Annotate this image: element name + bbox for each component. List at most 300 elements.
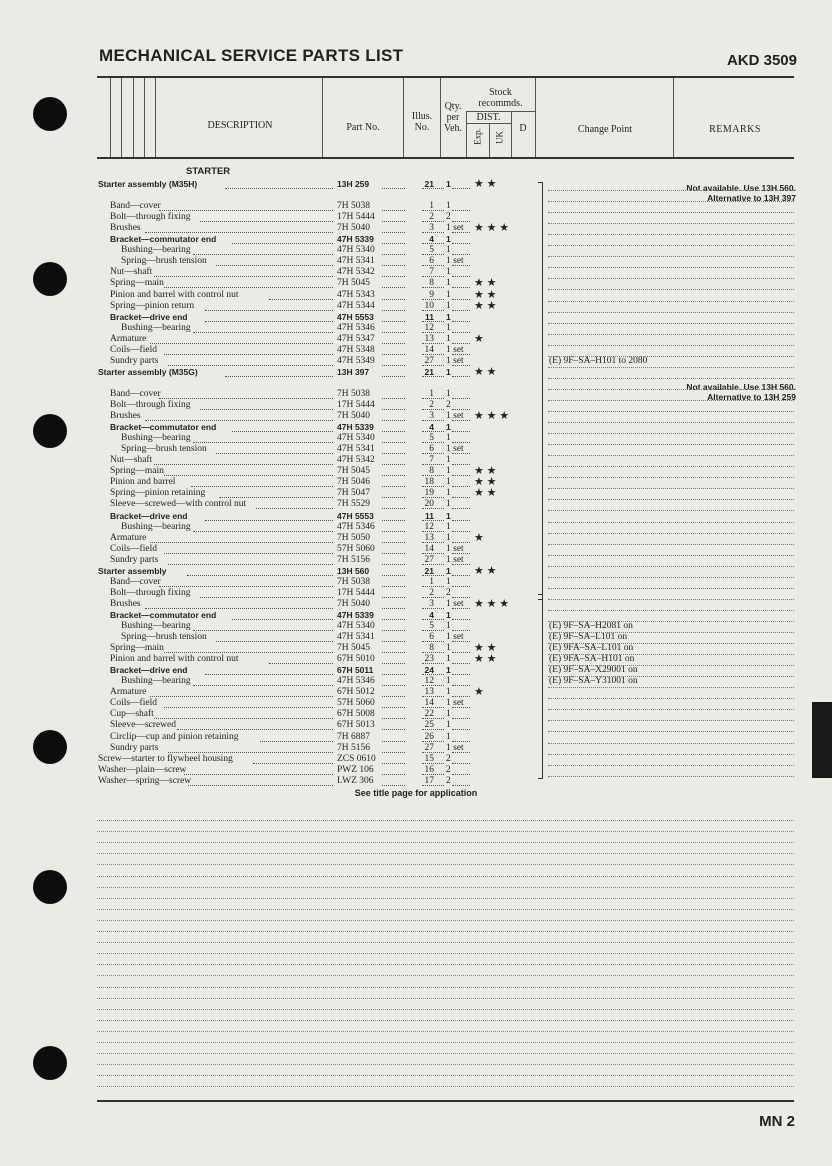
dot-leader <box>164 354 333 355</box>
part-number: 47H 5342 <box>337 455 375 466</box>
col-dist-header: DIST. <box>476 112 501 123</box>
quantity: 2 <box>446 212 451 223</box>
part-description: Armature <box>110 532 147 543</box>
dot-leader <box>159 210 333 211</box>
part-description: Nut—shaft <box>110 455 153 466</box>
col-divider <box>133 78 134 157</box>
quantity: 1 <box>446 521 451 532</box>
dot-leader <box>269 663 333 664</box>
ruled-line <box>97 898 794 899</box>
dot-leader <box>422 365 444 366</box>
part-description: Spring—main <box>110 643 164 654</box>
dot-leader <box>200 221 333 222</box>
illus-number: 12 <box>424 676 434 687</box>
stock-stars: ★ ★ ★ <box>474 597 510 610</box>
dot-leader <box>164 652 333 653</box>
part-description: Bushing—bearing <box>121 322 191 333</box>
illus-number: 1 <box>429 388 434 399</box>
part-description: Band—cover <box>110 201 161 212</box>
dot-leader <box>382 652 405 653</box>
ruled-line <box>548 411 794 412</box>
dot-leader <box>452 464 470 465</box>
illus-number: 8 <box>429 643 434 654</box>
part-number: 57H 5060 <box>337 543 375 554</box>
illus-number: 16 <box>424 764 434 775</box>
ruled-line <box>548 267 794 268</box>
illus-number: 27 <box>424 554 434 565</box>
binder-hole <box>33 97 67 131</box>
quantity: 1 set <box>446 742 464 753</box>
dot-leader <box>452 652 470 653</box>
dot-leader <box>422 718 444 719</box>
col-qty-header: Qty. per Veh. <box>443 101 463 134</box>
dot-leader <box>382 299 405 300</box>
part-number: ZCS 0610 <box>337 753 376 764</box>
illus-number: 3 <box>429 411 434 422</box>
dot-leader <box>382 685 405 686</box>
table-row <box>0 323 832 334</box>
ruled-line <box>548 400 794 401</box>
change-point: (E) 9FA–SA–L101 on <box>549 643 634 654</box>
dot-leader <box>452 641 470 642</box>
part-number: 47H 5347 <box>337 333 375 344</box>
quantity: 2 <box>446 775 451 786</box>
part-description: Pinion and barrel <box>110 477 176 488</box>
ruled-line <box>548 510 794 511</box>
part-number: 67H 5011 <box>337 665 374 676</box>
dot-leader <box>452 663 470 664</box>
ruled-line <box>548 212 794 213</box>
dot-leader <box>452 575 470 576</box>
stock-stars: ★ ★ <box>474 653 497 666</box>
dot-leader <box>422 475 444 476</box>
dot-leader <box>154 276 333 277</box>
ruled-line <box>548 433 794 434</box>
dot-leader <box>382 321 405 322</box>
dot-leader <box>200 597 333 598</box>
ruled-line <box>97 942 794 943</box>
part-description: Sundry parts <box>110 554 159 565</box>
part-number: 47H 5342 <box>337 267 375 278</box>
part-number: 47H 5341 <box>337 256 375 267</box>
dot-leader <box>150 542 333 543</box>
dot-leader <box>269 299 333 300</box>
part-number: 67H 5010 <box>337 654 375 665</box>
change-point: (E) 9FA–SA–H101 on <box>549 654 635 665</box>
part-description: Washer—plain—screw <box>98 764 187 775</box>
dot-leader <box>382 243 405 244</box>
stock-stars: ★ ★ ★ <box>474 410 510 423</box>
ruled-line <box>548 389 794 390</box>
header-top-rule <box>97 76 794 78</box>
table-row <box>0 566 832 577</box>
col-divider <box>110 78 111 157</box>
dot-leader <box>191 486 333 487</box>
dot-leader <box>382 254 405 255</box>
dot-leader <box>193 332 333 333</box>
dot-leader <box>382 464 405 465</box>
part-description: Band—cover <box>110 576 161 587</box>
part-number: PWZ 106 <box>337 764 374 775</box>
col-divider <box>144 78 145 157</box>
ruled-line <box>97 853 794 854</box>
illus-number: 1 <box>429 201 434 212</box>
dot-leader <box>422 586 444 587</box>
quantity: 1 <box>446 488 451 499</box>
ruled-line <box>548 665 794 666</box>
quantity: 1 <box>446 609 451 620</box>
dot-leader <box>145 232 333 233</box>
part-description: Coils—field <box>110 344 157 355</box>
part-number: 47H 5341 <box>337 444 375 455</box>
dot-leader <box>382 287 405 288</box>
ruled-line <box>548 234 794 235</box>
ruled-line <box>548 477 794 478</box>
illus-number: 25 <box>424 720 434 731</box>
stock-stars: ★ ★ <box>474 564 497 577</box>
part-description: Nut—shaft <box>110 267 153 278</box>
illus-number: 13 <box>424 687 434 698</box>
quantity: 1 <box>446 300 451 311</box>
table-row <box>0 544 832 555</box>
part-number: 7H 5529 <box>337 499 370 510</box>
table-row <box>0 334 832 345</box>
part-number: 47H 5339 <box>337 422 374 433</box>
quantity: 1 <box>446 576 451 587</box>
quantity: 1 <box>446 477 451 488</box>
dot-leader <box>205 520 333 521</box>
illus-number: 22 <box>424 709 434 720</box>
quantity: 1 <box>446 311 451 322</box>
dot-leader <box>382 265 405 266</box>
quantity: 1 <box>446 687 451 698</box>
dot-leader <box>422 707 444 708</box>
part-description: Bracket—drive end <box>110 665 188 676</box>
part-description: Spring—brush tension <box>121 444 207 455</box>
part-description: Spring—pinion return <box>110 300 195 311</box>
col-divider <box>489 124 490 157</box>
table-row <box>0 301 832 312</box>
illus-number: 6 <box>429 632 434 643</box>
dot-leader <box>382 785 405 786</box>
dot-leader <box>452 597 470 598</box>
dot-leader <box>193 531 333 532</box>
dot-leader <box>382 663 405 664</box>
part-number: 47H 5553 <box>337 510 374 521</box>
dot-leader <box>452 630 470 631</box>
dot-leader <box>382 453 405 454</box>
ruled-line <box>548 720 794 721</box>
ruled-line <box>548 698 794 699</box>
illus-number: 24 <box>424 665 434 676</box>
part-number: 7H 5038 <box>337 388 370 399</box>
table-row <box>0 411 832 422</box>
illus-number: 26 <box>424 731 434 742</box>
dot-leader <box>382 763 405 764</box>
dot-leader <box>382 188 405 189</box>
col-part-no-header: Part No. <box>346 122 380 133</box>
ruled-line <box>548 190 794 191</box>
part-number: 13H 560 <box>337 565 370 576</box>
dot-leader <box>382 718 405 719</box>
dot-leader <box>382 354 405 355</box>
dot-leader <box>422 685 444 686</box>
col-d-header: D <box>519 123 527 134</box>
dot-leader <box>422 464 444 465</box>
dot-leader <box>193 630 333 631</box>
ruled-line <box>548 334 794 335</box>
dot-leader <box>422 608 444 609</box>
dot-leader <box>382 486 405 487</box>
dot-leader <box>382 641 405 642</box>
part-description: Starter assembly <box>98 565 167 576</box>
dot-leader <box>422 619 444 620</box>
ruled-line <box>97 920 794 921</box>
dot-leader <box>422 442 444 443</box>
ruled-line <box>97 987 794 988</box>
quantity: 1 set <box>446 256 464 267</box>
dot-leader <box>382 409 405 410</box>
page-title: MECHANICAL SERVICE PARTS LIST <box>99 46 404 65</box>
ruled-line <box>548 566 794 567</box>
col-divider <box>511 112 512 157</box>
dot-leader <box>452 531 470 532</box>
stock-stars: ★ <box>474 531 484 544</box>
dot-leader <box>159 586 333 587</box>
part-description: Bushing—bearing <box>121 676 191 687</box>
stock-stars: ★ ★ <box>474 299 497 312</box>
part-description: Armature <box>110 333 147 344</box>
col-uk-header: UK <box>494 131 505 144</box>
dot-leader <box>422 276 444 277</box>
dot-leader <box>200 409 333 410</box>
dot-leader <box>422 752 444 753</box>
part-description: Cup—shaft <box>110 709 154 720</box>
dot-leader <box>382 431 405 432</box>
part-number: LWZ 306 <box>337 775 374 786</box>
dot-leader <box>382 232 405 233</box>
ruled-line <box>97 1020 794 1021</box>
dot-leader <box>422 321 444 322</box>
table-row <box>0 776 832 787</box>
part-number: 7H 5045 <box>337 466 370 477</box>
dot-leader <box>382 376 405 377</box>
dot-leader <box>452 409 470 410</box>
dot-leader <box>452 420 470 421</box>
quantity: 1 <box>446 267 451 278</box>
table-row <box>0 488 832 499</box>
part-description: Pinion and barrel with control nut <box>110 654 239 665</box>
dot-leader <box>452 365 470 366</box>
quantity: 1 <box>446 234 451 245</box>
quantity: 1 <box>446 499 451 510</box>
illus-number: 4 <box>429 609 434 620</box>
part-description: Sundry parts <box>110 355 159 366</box>
dot-leader <box>164 287 333 288</box>
dot-leader <box>216 265 333 266</box>
dot-leader <box>225 188 333 189</box>
illus-number: 12 <box>424 322 434 333</box>
part-number: 47H 5346 <box>337 322 375 333</box>
table-row <box>0 511 832 522</box>
dot-leader <box>382 475 405 476</box>
dot-leader <box>422 597 444 598</box>
illus-number: 14 <box>424 543 434 554</box>
dot-leader <box>168 752 333 753</box>
remark-note: Not available. Use 13H 560. Alternative to 13H 397 <box>686 183 796 203</box>
dot-leader <box>422 332 444 333</box>
quantity: 1 <box>446 731 451 742</box>
illus-number: 8 <box>429 466 434 477</box>
quantity: 1 <box>446 388 451 399</box>
quantity: 1 set <box>446 411 464 422</box>
dot-leader <box>382 608 405 609</box>
dot-leader <box>382 575 405 576</box>
ruled-line <box>548 754 794 755</box>
dot-leader <box>422 299 444 300</box>
illus-number: 15 <box>424 753 434 764</box>
part-description: Bushing—bearing <box>121 521 191 532</box>
part-number: 7H 5038 <box>337 576 370 587</box>
dot-leader <box>422 564 444 565</box>
dot-leader <box>382 707 405 708</box>
dot-leader <box>452 210 470 211</box>
quantity: 1 <box>446 621 451 631</box>
dot-leader <box>422 508 444 509</box>
illus-number: 11 <box>425 311 434 322</box>
table-row <box>0 665 832 676</box>
dot-leader <box>150 696 333 697</box>
illus-number: 27 <box>424 742 434 753</box>
dot-leader <box>422 453 444 454</box>
table-row <box>0 455 832 466</box>
quantity: 2 <box>446 587 451 598</box>
ruled-line <box>548 223 794 224</box>
table-row <box>0 610 832 621</box>
dot-leader <box>382 553 405 554</box>
dot-leader <box>164 553 333 554</box>
dot-leader <box>154 464 333 465</box>
dot-leader <box>382 343 405 344</box>
ruled-line <box>548 544 794 545</box>
part-number: 47H 5339 <box>337 234 374 245</box>
dot-leader <box>452 497 470 498</box>
table-row <box>0 599 832 610</box>
dot-leader <box>452 299 470 300</box>
part-description: Spring—main <box>110 466 164 477</box>
dot-leader <box>177 729 333 730</box>
dot-leader <box>452 685 470 686</box>
quantity: 1 <box>446 245 451 256</box>
illus-number: 8 <box>429 278 434 289</box>
col-exp-header: Exp. <box>472 128 483 145</box>
part-number: 7H 5156 <box>337 742 370 753</box>
quantity: 1 <box>446 510 451 521</box>
dot-leader <box>193 442 333 443</box>
part-description: Spring—brush tension <box>121 632 207 643</box>
dot-leader <box>422 376 444 377</box>
col-divider <box>322 78 323 157</box>
ruled-line <box>97 1075 794 1076</box>
dot-leader <box>382 696 405 697</box>
illus-number: 1 <box>429 576 434 587</box>
dot-leader <box>452 376 470 377</box>
dot-leader <box>164 707 333 708</box>
part-number: 67H 5012 <box>337 687 375 698</box>
stock-stars: ★ ★ <box>474 288 497 301</box>
illus-number: 2 <box>429 400 434 410</box>
illus-number: 3 <box>429 598 434 609</box>
dot-leader <box>422 254 444 255</box>
dot-leader <box>422 531 444 532</box>
part-description: Coils—field <box>110 543 157 554</box>
dot-leader <box>452 332 470 333</box>
stock-stars: ★ ★ <box>474 277 497 290</box>
dot-leader <box>422 542 444 543</box>
stock-stars: ★ <box>474 332 484 345</box>
table-row <box>0 234 832 245</box>
ruled-line <box>548 588 794 589</box>
dot-leader <box>232 431 333 432</box>
dot-leader <box>452 232 470 233</box>
dot-leader <box>422 310 444 311</box>
dot-leader <box>422 630 444 631</box>
part-number: 7H 6887 <box>337 731 370 742</box>
illus-number: 4 <box>429 422 434 433</box>
part-description: Bracket—drive end <box>110 311 188 322</box>
ruled-line <box>548 201 794 202</box>
ruled-line <box>97 1053 794 1054</box>
illus-number: 18 <box>424 477 434 488</box>
quantity: 1 <box>446 532 451 543</box>
illus-number: 13 <box>424 333 434 344</box>
ruled-line <box>548 522 794 523</box>
dot-leader <box>382 508 405 509</box>
quantity: 1 <box>446 433 451 444</box>
ruled-line <box>548 301 794 302</box>
part-number: 17H 5444 <box>337 212 375 223</box>
ruled-line <box>97 1064 794 1065</box>
illus-number: 10 <box>424 300 434 311</box>
ruled-line <box>97 820 794 821</box>
quantity: 1 <box>446 565 451 576</box>
table-row <box>0 709 832 720</box>
dot-leader <box>232 243 333 244</box>
ruled-line <box>97 998 794 999</box>
dot-leader <box>382 442 405 443</box>
dot-leader <box>150 343 333 344</box>
dot-leader <box>452 619 470 620</box>
dot-leader <box>452 741 470 742</box>
ruled-line <box>548 776 794 777</box>
quantity: 1 <box>446 676 451 687</box>
illus-number: 19 <box>424 488 434 499</box>
dot-leader <box>452 785 470 786</box>
dot-leader <box>452 608 470 609</box>
table-row <box>0 577 832 588</box>
illus-number: 9 <box>429 289 434 300</box>
page-number: MN 2 <box>759 1113 795 1130</box>
dot-leader <box>422 420 444 421</box>
dot-leader <box>452 310 470 311</box>
part-number: 7H 5040 <box>337 411 370 422</box>
illus-number: 21 <box>424 366 434 377</box>
dot-leader <box>422 553 444 554</box>
dot-leader <box>452 586 470 587</box>
quantity: 2 <box>446 764 451 775</box>
stock-stars: ★ ★ <box>474 365 497 378</box>
dot-leader <box>205 310 333 311</box>
